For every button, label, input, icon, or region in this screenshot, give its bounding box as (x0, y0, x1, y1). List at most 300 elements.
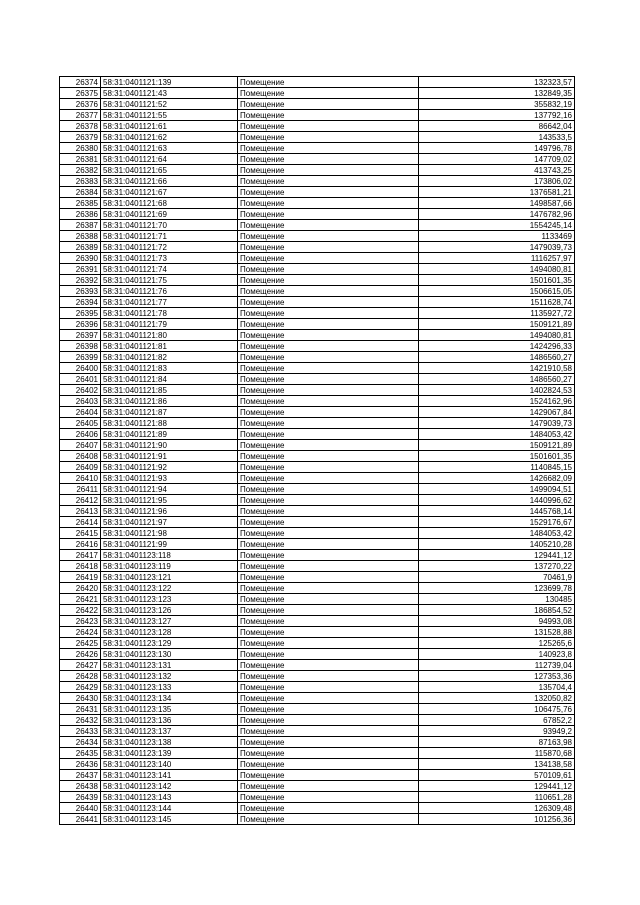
cadastral-number-cell: 58:31:0401121:82 (101, 352, 238, 363)
table-row (60, 671, 575, 682)
table-row (60, 627, 575, 638)
cadastral-number-cell: 58:31:0401121:74 (101, 264, 238, 275)
table-row (60, 132, 575, 143)
cadastral-value-cell: 570109,61 (419, 770, 575, 781)
cadastral-value-cell: 137792,16 (419, 110, 575, 121)
cadastral-value-cell: 1376581,21 (419, 187, 575, 198)
table-row (60, 220, 575, 231)
cadastral-number-cell: 58:31:0401121:66 (101, 176, 238, 187)
cadastral-number-cell: 58:31:0401123:136 (101, 715, 238, 726)
cadastral-value-cell: 1498587,66 (419, 198, 575, 209)
cadastral-number-cell: 58:31:0401123:119 (101, 561, 238, 572)
row-number-cell: 26400 (60, 363, 101, 374)
object-type-cell: Помещение (238, 539, 419, 550)
cadastral-number-cell: 58:31:0401121:75 (101, 275, 238, 286)
cadastral-value-cell: 132050,82 (419, 693, 575, 704)
object-type-cell: Помещение (238, 319, 419, 330)
row-number-cell: 26418 (60, 561, 101, 572)
cadastral-number-cell: 58:31:0401121:68 (101, 198, 238, 209)
row-number-cell: 26416 (60, 539, 101, 550)
cadastral-number-cell: 58:31:0401123:142 (101, 781, 238, 792)
object-type-cell: Помещение (238, 638, 419, 649)
cadastral-number-cell: 58:31:0401121:43 (101, 88, 238, 99)
row-number-cell: 26423 (60, 616, 101, 627)
table-row (60, 506, 575, 517)
cadastral-value-cell: 134138,58 (419, 759, 575, 770)
row-number-cell: 26389 (60, 242, 101, 253)
object-type-cell: Помещение (238, 363, 419, 374)
table-row (60, 539, 575, 550)
row-number-cell: 26422 (60, 605, 101, 616)
cadastral-value-cell: 1486560,27 (419, 374, 575, 385)
object-type-cell: Помещение (238, 396, 419, 407)
table-row (60, 286, 575, 297)
object-type-cell: Помещение (238, 583, 419, 594)
object-type-cell: Помещение (238, 594, 419, 605)
cadastral-number-cell: 58:31:0401121:96 (101, 506, 238, 517)
row-number-cell: 26427 (60, 660, 101, 671)
cadastral-number-cell: 58:31:0401121:52 (101, 99, 238, 110)
table-row (60, 528, 575, 539)
row-number-cell: 26401 (60, 374, 101, 385)
row-number-cell: 26381 (60, 154, 101, 165)
cadastral-number-cell: 58:31:0401123:123 (101, 594, 238, 605)
cadastral-value-cell: 186854,52 (419, 605, 575, 616)
cadastral-value-cell: 140923,8 (419, 649, 575, 660)
table-row (60, 561, 575, 572)
cadastral-value-cell: 143533,5 (419, 132, 575, 143)
cadastral-value-cell: 94993,08 (419, 616, 575, 627)
row-number-cell: 26408 (60, 451, 101, 462)
cadastral-value-cell: 1135927,72 (419, 308, 575, 319)
table-row (60, 264, 575, 275)
table-row (60, 308, 575, 319)
row-number-cell: 26429 (60, 682, 101, 693)
object-type-cell: Помещение (238, 759, 419, 770)
cadastral-number-cell: 58:31:0401121:87 (101, 407, 238, 418)
cadastral-value-cell: 1511628,74 (419, 297, 575, 308)
row-number-cell: 26392 (60, 275, 101, 286)
table-row (60, 616, 575, 627)
cadastral-value-cell: 1484053,42 (419, 528, 575, 539)
row-number-cell: 26428 (60, 671, 101, 682)
cadastral-number-cell: 58:31:0401121:79 (101, 319, 238, 330)
cadastral-value-cell: 1479039,73 (419, 418, 575, 429)
table-row (60, 451, 575, 462)
cadastral-number-cell: 58:31:0401123:132 (101, 671, 238, 682)
cadastral-value-cell: 1529176,67 (419, 517, 575, 528)
object-type-cell: Помещение (238, 220, 419, 231)
cadastral-number-cell: 58:31:0401121:67 (101, 187, 238, 198)
table-row (60, 583, 575, 594)
table-row (60, 517, 575, 528)
cadastral-number-cell: 58:31:0401121:55 (101, 110, 238, 121)
cadastral-number-cell: 58:31:0401121:94 (101, 484, 238, 495)
object-type-cell: Помещение (238, 495, 419, 506)
table-row (60, 550, 575, 561)
cadastral-value-cell: 1140845,15 (419, 462, 575, 473)
cadastral-number-cell: 58:31:0401123:118 (101, 550, 238, 561)
table-row (60, 572, 575, 583)
row-number-cell: 26438 (60, 781, 101, 792)
row-number-cell: 26379 (60, 132, 101, 143)
object-type-cell: Помещение (238, 198, 419, 209)
object-type-cell: Помещение (238, 704, 419, 715)
cadastral-value-cell: 123699,78 (419, 583, 575, 594)
object-type-cell: Помещение (238, 660, 419, 671)
row-number-cell: 26441 (60, 814, 101, 825)
object-type-cell: Помещение (238, 187, 419, 198)
table-row (60, 814, 575, 825)
cadastral-value-cell: 70461,9 (419, 572, 575, 583)
object-type-cell: Помещение (238, 484, 419, 495)
row-number-cell: 26377 (60, 110, 101, 121)
table-row (60, 209, 575, 220)
object-type-cell: Помещение (238, 440, 419, 451)
table-row (60, 638, 575, 649)
cadastral-value-cell: 127353,36 (419, 671, 575, 682)
table-row (60, 407, 575, 418)
table-row (60, 594, 575, 605)
cadastral-value-cell: 106475,76 (419, 704, 575, 715)
table-row (60, 715, 575, 726)
cadastral-number-cell: 58:31:0401121:92 (101, 462, 238, 473)
table-row (60, 440, 575, 451)
object-type-cell: Помещение (238, 616, 419, 627)
cadastral-number-cell: 58:31:0401121:81 (101, 341, 238, 352)
row-number-cell: 26404 (60, 407, 101, 418)
cadastral-value-cell: 1405210,28 (419, 539, 575, 550)
cadastral-value-cell: 93949,2 (419, 726, 575, 737)
cadastral-value-cell: 1494080,81 (419, 330, 575, 341)
table-row (60, 297, 575, 308)
table-row (60, 473, 575, 484)
row-number-cell: 26411 (60, 484, 101, 495)
object-type-cell: Помещение (238, 605, 419, 616)
table-row (60, 110, 575, 121)
row-number-cell: 26420 (60, 583, 101, 594)
cadastral-number-cell: 58:31:0401123:128 (101, 627, 238, 638)
table-row (60, 605, 575, 616)
object-type-cell: Помещение (238, 462, 419, 473)
cadastral-value-cell: 1429067,84 (419, 407, 575, 418)
cadastral-value-cell: 1554245,14 (419, 220, 575, 231)
object-type-cell: Помещение (238, 165, 419, 176)
row-number-cell: 26433 (60, 726, 101, 737)
table-row (60, 385, 575, 396)
cadastral-value-cell: 1501601,35 (419, 275, 575, 286)
row-number-cell: 26402 (60, 385, 101, 396)
object-type-cell: Помещение (238, 253, 419, 264)
table-row (60, 143, 575, 154)
object-type-cell: Помещение (238, 407, 419, 418)
cadastral-value-cell: 132323,57 (419, 77, 575, 88)
cadastral-value-cell: 135704,4 (419, 682, 575, 693)
row-number-cell: 26409 (60, 462, 101, 473)
cadastral-value-cell: 130485 (419, 594, 575, 605)
object-type-cell: Помещение (238, 528, 419, 539)
object-type-cell: Помещение (238, 550, 419, 561)
table-row (60, 88, 575, 99)
object-type-cell: Помещение (238, 176, 419, 187)
cadastral-value-cell: 101256,36 (419, 814, 575, 825)
table-row (60, 253, 575, 264)
object-type-cell: Помещение (238, 572, 419, 583)
row-number-cell: 26396 (60, 319, 101, 330)
row-number-cell: 26397 (60, 330, 101, 341)
cadastral-value-cell: 1479039,73 (419, 242, 575, 253)
row-number-cell: 26403 (60, 396, 101, 407)
table-row (60, 154, 575, 165)
cadastral-number-cell: 58:31:0401123:126 (101, 605, 238, 616)
cadastral-number-cell: 58:31:0401123:131 (101, 660, 238, 671)
cadastral-number-cell: 58:31:0401121:77 (101, 297, 238, 308)
object-type-cell: Помещение (238, 748, 419, 759)
row-number-cell: 26387 (60, 220, 101, 231)
object-type-cell: Помещение (238, 737, 419, 748)
row-number-cell: 26424 (60, 627, 101, 638)
cadastral-number-cell: 58:31:0401121:85 (101, 385, 238, 396)
cadastral-number-cell: 58:31:0401121:62 (101, 132, 238, 143)
table-row (60, 396, 575, 407)
cadastral-value-cell: 110651,28 (419, 792, 575, 803)
table-row (60, 319, 575, 330)
table-row (60, 275, 575, 286)
row-number-cell: 26380 (60, 143, 101, 154)
cadastral-value-cell: 1501601,35 (419, 451, 575, 462)
cadastral-number-cell: 58:31:0401121:76 (101, 286, 238, 297)
object-type-cell: Помещение (238, 693, 419, 704)
row-number-cell: 26398 (60, 341, 101, 352)
row-number-cell: 26435 (60, 748, 101, 759)
object-type-cell: Помещение (238, 99, 419, 110)
row-number-cell: 26385 (60, 198, 101, 209)
object-type-cell: Помещение (238, 341, 419, 352)
table-row (60, 792, 575, 803)
cadastral-number-cell: 58:31:0401121:65 (101, 165, 238, 176)
table-row (60, 693, 575, 704)
cadastral-value-cell: 1116257,97 (419, 253, 575, 264)
object-type-cell: Помещение (238, 275, 419, 286)
table-row (60, 682, 575, 693)
table-row (60, 660, 575, 671)
cadastral-value-cell: 1424296,33 (419, 341, 575, 352)
table-row (60, 649, 575, 660)
table-row (60, 495, 575, 506)
object-type-cell: Помещение (238, 803, 419, 814)
table-row (60, 187, 575, 198)
cadastral-number-cell: 58:31:0401123:122 (101, 583, 238, 594)
row-number-cell: 26436 (60, 759, 101, 770)
row-number-cell: 26394 (60, 297, 101, 308)
table-row (60, 803, 575, 814)
cadastral-number-cell: 58:31:0401121:99 (101, 539, 238, 550)
object-type-cell: Помещение (238, 77, 419, 88)
cadastral-number-cell: 58:31:0401121:69 (101, 209, 238, 220)
cadastral-number-cell: 58:31:0401123:138 (101, 737, 238, 748)
row-number-cell: 26430 (60, 693, 101, 704)
cadastral-number-cell: 58:31:0401121:86 (101, 396, 238, 407)
object-type-cell: Помещение (238, 110, 419, 121)
cadastral-value-cell: 112739,04 (419, 660, 575, 671)
cadastral-value-cell: 86642,04 (419, 121, 575, 132)
row-number-cell: 26386 (60, 209, 101, 220)
cadastral-value-cell: 125265,6 (419, 638, 575, 649)
object-type-cell: Помещение (238, 781, 419, 792)
row-number-cell: 26382 (60, 165, 101, 176)
row-number-cell: 26407 (60, 440, 101, 451)
row-number-cell: 26431 (60, 704, 101, 715)
cadastral-value-cell: 129441,12 (419, 781, 575, 792)
object-type-cell: Помещение (238, 473, 419, 484)
object-type-cell: Помещение (238, 671, 419, 682)
cadastral-value-cell: 132849,35 (419, 88, 575, 99)
row-number-cell: 26415 (60, 528, 101, 539)
table-row (60, 770, 575, 781)
row-number-cell: 26406 (60, 429, 101, 440)
row-number-cell: 26432 (60, 715, 101, 726)
object-type-cell: Помещение (238, 352, 419, 363)
object-type-cell: Помещение (238, 429, 419, 440)
table-row (60, 330, 575, 341)
cadastral-value-cell: 1426682,09 (419, 473, 575, 484)
table-row (60, 198, 575, 209)
cadastral-value-cell: 1440996,62 (419, 495, 575, 506)
object-type-cell: Помещение (238, 374, 419, 385)
cadastral-number-cell: 58:31:0401121:90 (101, 440, 238, 451)
cadastral-number-cell: 58:31:0401121:80 (101, 330, 238, 341)
cadastral-number-cell: 58:31:0401121:97 (101, 517, 238, 528)
cadastral-value-cell: 67852,2 (419, 715, 575, 726)
cadastral-number-cell: 58:31:0401121:88 (101, 418, 238, 429)
row-number-cell: 26434 (60, 737, 101, 748)
table-row (60, 748, 575, 759)
row-number-cell: 26393 (60, 286, 101, 297)
cadastral-value-cell: 1509121,89 (419, 319, 575, 330)
row-number-cell: 26375 (60, 88, 101, 99)
cadastral-number-cell: 58:31:0401121:63 (101, 143, 238, 154)
object-type-cell: Помещение (238, 297, 419, 308)
cadastral-value-cell: 1494080,81 (419, 264, 575, 275)
object-type-cell: Помещение (238, 649, 419, 660)
cadastral-number-cell: 58:31:0401123:135 (101, 704, 238, 715)
table-row (60, 352, 575, 363)
table-row (60, 374, 575, 385)
object-type-cell: Помещение (238, 132, 419, 143)
cadastral-number-cell: 58:31:0401121:64 (101, 154, 238, 165)
object-type-cell: Помещение (238, 517, 419, 528)
cadastral-number-cell: 58:31:0401123:134 (101, 693, 238, 704)
row-number-cell: 26439 (60, 792, 101, 803)
cadastral-value-cell: 149796,78 (419, 143, 575, 154)
row-number-cell: 26413 (60, 506, 101, 517)
table-row (60, 737, 575, 748)
cadastral-number-cell: 58:31:0401121:98 (101, 528, 238, 539)
row-number-cell: 26412 (60, 495, 101, 506)
cadastral-number-cell: 58:31:0401123:130 (101, 649, 238, 660)
cadastral-value-cell: 1445768,14 (419, 506, 575, 517)
row-number-cell: 26399 (60, 352, 101, 363)
row-number-cell: 26419 (60, 572, 101, 583)
object-type-cell: Помещение (238, 682, 419, 693)
object-type-cell: Помещение (238, 627, 419, 638)
row-number-cell: 26437 (60, 770, 101, 781)
cadastral-number-cell: 58:31:0401121:91 (101, 451, 238, 462)
row-number-cell: 26374 (60, 77, 101, 88)
cadastral-number-cell: 58:31:0401123:133 (101, 682, 238, 693)
object-type-cell: Помещение (238, 308, 419, 319)
row-number-cell: 26426 (60, 649, 101, 660)
row-number-cell: 26421 (60, 594, 101, 605)
cadastral-number-cell: 58:31:0401123:144 (101, 803, 238, 814)
object-type-cell: Помещение (238, 792, 419, 803)
object-type-cell: Помещение (238, 814, 419, 825)
row-number-cell: 26376 (60, 99, 101, 110)
cadastral-value-cell: 173806,02 (419, 176, 575, 187)
cadastral-value-cell: 413743,25 (419, 165, 575, 176)
object-type-cell: Помещение (238, 143, 419, 154)
cadastral-number-cell: 58:31:0401121:70 (101, 220, 238, 231)
table-row (60, 165, 575, 176)
cadastral-value-cell: 137270,22 (419, 561, 575, 572)
object-type-cell: Помещение (238, 715, 419, 726)
cadastral-number-cell: 58:31:0401123:141 (101, 770, 238, 781)
row-number-cell: 26440 (60, 803, 101, 814)
table-row (60, 418, 575, 429)
cadastral-value-cell: 1402824,53 (419, 385, 575, 396)
row-number-cell: 26384 (60, 187, 101, 198)
table-row (60, 484, 575, 495)
cadastral-value-cell: 1486560,27 (419, 352, 575, 363)
table-row (60, 363, 575, 374)
cadastral-value-cell: 1484053,42 (419, 429, 575, 440)
row-number-cell: 26417 (60, 550, 101, 561)
table-row (60, 121, 575, 132)
cadastral-value-cell: 129441,12 (419, 550, 575, 561)
object-type-cell: Помещение (238, 286, 419, 297)
row-number-cell: 26410 (60, 473, 101, 484)
object-type-cell: Помещение (238, 242, 419, 253)
cadastral-number-cell: 58:31:0401123:129 (101, 638, 238, 649)
table-row (60, 99, 575, 110)
cadastral-number-cell: 58:31:0401121:84 (101, 374, 238, 385)
cadastral-value-cell: 87163,98 (419, 737, 575, 748)
cadastral-value-cell: 355832,19 (419, 99, 575, 110)
row-number-cell: 26391 (60, 264, 101, 275)
object-type-cell: Помещение (238, 385, 419, 396)
object-type-cell: Помещение (238, 561, 419, 572)
row-number-cell: 26405 (60, 418, 101, 429)
table-row (60, 231, 575, 242)
cadastral-number-cell: 58:31:0401121:61 (101, 121, 238, 132)
cadastral-number-cell: 58:31:0401121:139 (101, 77, 238, 88)
row-number-cell: 26395 (60, 308, 101, 319)
row-number-cell: 26414 (60, 517, 101, 528)
object-type-cell: Помещение (238, 726, 419, 737)
cadastral-number-cell: 58:31:0401123:139 (101, 748, 238, 759)
object-type-cell: Помещение (238, 770, 419, 781)
cadastral-number-cell: 58:31:0401121:93 (101, 473, 238, 484)
row-number-cell: 26388 (60, 231, 101, 242)
cadastral-value-cell: 115870,68 (419, 748, 575, 759)
object-type-cell: Помещение (238, 506, 419, 517)
table-row (60, 462, 575, 473)
row-number-cell: 26425 (60, 638, 101, 649)
table-row (60, 781, 575, 792)
table-row (60, 726, 575, 737)
cadastral-value-cell: 147709,02 (419, 154, 575, 165)
row-number-cell: 26383 (60, 176, 101, 187)
